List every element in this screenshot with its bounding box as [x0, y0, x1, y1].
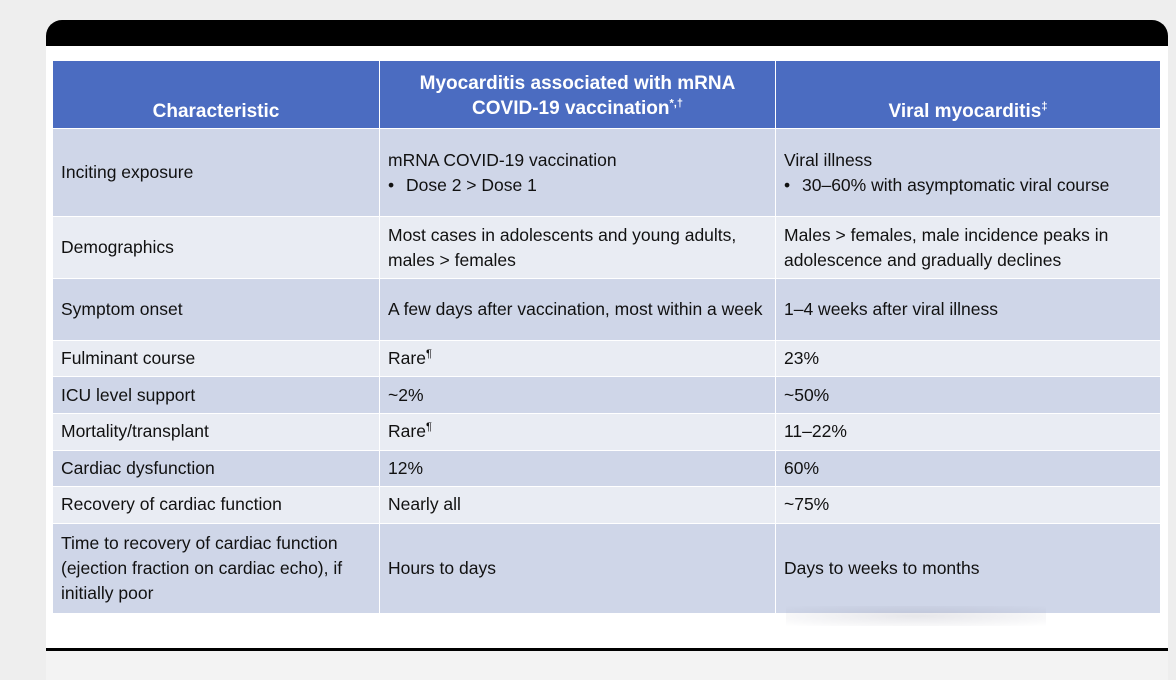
footnote-mark: ¶	[425, 348, 432, 361]
viral-cell: 1–4 weeks after viral illness	[776, 279, 1161, 341]
header-row	[53, 61, 1161, 129]
characteristic-cell: Demographics	[53, 217, 380, 279]
table-row	[53, 450, 1161, 486]
header-mrna-line2	[388, 96, 767, 121]
header-mrna-line1: Myocarditis associated with mRNA	[419, 72, 736, 94]
table-row	[53, 486, 1161, 523]
characteristic-cell: Mortality/transplant	[53, 413, 380, 450]
mrna-cell: Hours to days	[380, 523, 776, 613]
mrna-cell	[380, 129, 776, 217]
characteristic-cell: Symptom onset	[53, 279, 380, 341]
viral-cell: ~50%	[776, 377, 1161, 413]
header-viral-text: Viral myocarditis	[888, 101, 1042, 122]
mrna-cell-text: Rare	[388, 421, 426, 442]
footnote-mark: ¶	[425, 421, 432, 434]
characteristic-cell: Fulminant course	[53, 341, 380, 377]
comparison-table	[52, 60, 1161, 614]
table-row	[53, 129, 1161, 217]
footnote-mark: ‡	[1041, 100, 1048, 113]
table-row	[53, 217, 1161, 279]
header-mrna-line2-text: COVID-19 vaccination	[472, 97, 670, 119]
slide-frame	[46, 20, 1168, 680]
viral-cell	[776, 129, 1161, 217]
viral-cell: Days to weeks to months	[776, 523, 1161, 613]
bullet-item	[784, 173, 1152, 198]
header-characteristic	[53, 61, 380, 129]
characteristic-cell: Inciting exposure	[53, 129, 380, 217]
viral-cell: 23%	[776, 341, 1161, 377]
table-row	[53, 341, 1161, 377]
mrna-cell: Nearly all	[380, 486, 776, 523]
table-row	[53, 279, 1161, 341]
mrna-cell: Most cases in adolescents and young adults, males > females	[380, 217, 776, 279]
characteristic-cell: Recovery of cardiac function	[53, 486, 380, 523]
bottom-strip	[46, 651, 1168, 680]
bullet-dot: •	[784, 174, 791, 195]
table-row	[53, 377, 1161, 413]
footnote-mark: *,†	[669, 97, 683, 110]
header-characteristic-text: Characteristic	[152, 101, 280, 122]
mrna-cell-text: mRNA COVID-19 vaccination	[388, 149, 617, 170]
bullet-dot: •	[388, 174, 395, 195]
mrna-cell: 12%	[380, 450, 776, 486]
mrna-cell: ~2%	[380, 377, 776, 413]
viral-cell-text: Viral illness	[784, 149, 873, 170]
bullet-text: 30–60% with asymptomatic viral course	[802, 174, 1110, 195]
viral-cell: 11–22%	[776, 413, 1161, 450]
header-mrna	[380, 61, 776, 129]
mrna-cell: A few days after vaccination, most within a week	[380, 279, 776, 341]
viral-cell: 60%	[776, 450, 1161, 486]
mrna-cell	[380, 413, 776, 450]
viral-cell: ~75%	[776, 486, 1161, 523]
table-row	[53, 413, 1161, 450]
characteristic-cell: ICU level support	[53, 377, 380, 413]
table-row	[53, 523, 1161, 613]
mrna-cell	[380, 341, 776, 377]
mrna-cell-text: Rare	[388, 348, 426, 369]
bullet-item	[388, 173, 767, 198]
header-viral	[776, 61, 1161, 129]
viral-cell: Males > females, male incidence peaks in adolescence and gradually declines	[776, 217, 1161, 279]
slide	[46, 46, 1168, 648]
bullet-text: Dose 2 > Dose 1	[406, 174, 537, 195]
characteristic-cell: Time to recovery of cardiac function (ejection fraction on cardiac echo), if initially poor	[53, 523, 380, 613]
characteristic-cell: Cardiac dysfunction	[53, 450, 380, 486]
